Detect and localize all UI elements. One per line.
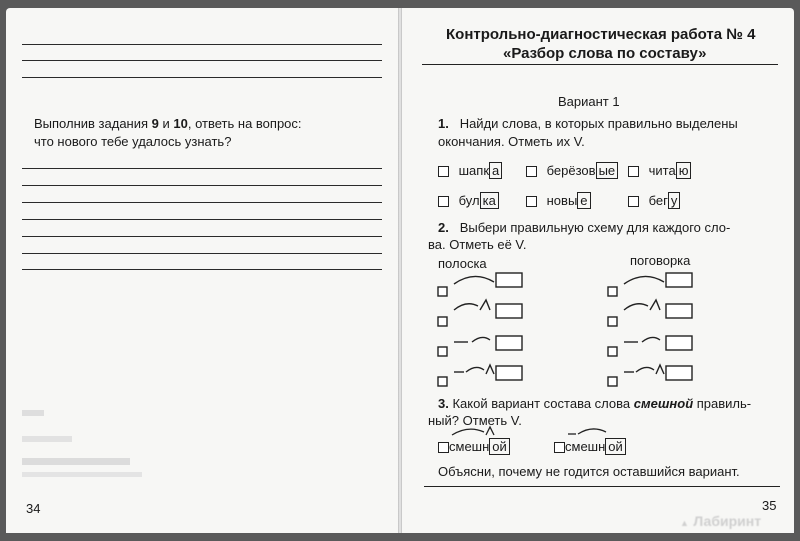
ending-box [666, 366, 692, 380]
worksheet-title: Контрольно-диагностическая работа № 4 [446, 26, 756, 43]
task1-text: Найди слова, в которых правильно выделены [459, 116, 738, 131]
question-prefix: Выполнив задания [34, 116, 149, 131]
left-page [6, 8, 398, 533]
root-arc [624, 276, 664, 284]
left-question-line1 [34, 116, 302, 131]
checkbox[interactable] [438, 166, 449, 177]
scheme-checkbox[interactable] [438, 287, 447, 296]
task3-target-word: смешной [633, 396, 694, 411]
ruled-line [22, 269, 382, 270]
scheme-checkbox[interactable] [438, 377, 447, 386]
page-number-left: 34 [26, 501, 41, 516]
word-option [438, 192, 499, 209]
task3-explain: Объясни, почему не годится оставшийся вариант. [438, 464, 740, 479]
ending-box: ой [489, 438, 510, 455]
task2-text: Выбери правильную схему для каждого сло- [459, 220, 731, 235]
answer-line [424, 486, 780, 487]
ending-box [666, 336, 692, 350]
suffix-mark [486, 365, 494, 374]
word-stem: бег [648, 193, 668, 208]
checkbox[interactable] [628, 196, 639, 207]
word-stem: новы [546, 193, 578, 208]
ending-box: ой [605, 438, 626, 455]
ending-box: е [577, 192, 590, 209]
word-option [628, 192, 680, 209]
question-task-10: 10 [173, 116, 188, 131]
watermark-text: Лабиринт [693, 513, 762, 529]
ruled-line [22, 185, 382, 186]
root-arc [454, 276, 494, 284]
ending-box: а [489, 162, 502, 179]
scheme-checkbox[interactable] [608, 377, 617, 386]
ruled-line [22, 202, 382, 203]
ending-box [496, 304, 522, 318]
task3-number: 3. [438, 396, 449, 411]
word-prefix: с [565, 439, 572, 454]
ruled-line [22, 77, 382, 78]
variant-label: Вариант 1 [558, 94, 620, 109]
word-stem: мешн [571, 439, 606, 454]
task2-word-left: полоска [438, 256, 487, 271]
word-stem: шапк [458, 163, 490, 178]
ruled-line [22, 60, 382, 61]
ending-box [496, 336, 522, 350]
task3-morpheme-marks [450, 422, 650, 438]
ruled-line [22, 219, 382, 220]
suffix-mark [650, 300, 660, 310]
word-stem: смешн [449, 439, 490, 454]
scheme-checkbox[interactable] [608, 317, 617, 326]
ruled-line [22, 253, 382, 254]
checkbox[interactable] [526, 166, 537, 177]
checkbox[interactable] [526, 196, 537, 207]
morpheme-schemes [432, 268, 792, 396]
ending-box [666, 273, 692, 287]
word-option [526, 192, 591, 209]
task3-text-suffix: правиль- [696, 396, 752, 411]
ruled-line [22, 168, 382, 169]
checkbox[interactable] [438, 442, 449, 453]
ending-box: ю [676, 162, 692, 179]
word-stem: бул [458, 193, 480, 208]
root-arc [454, 304, 478, 310]
task2-text-line2: ва. Отметь её V. [428, 237, 527, 252]
scheme-checkbox[interactable] [608, 287, 617, 296]
checkbox[interactable] [438, 196, 449, 207]
checkbox[interactable] [628, 166, 639, 177]
ruled-line [22, 44, 382, 45]
ending-box [496, 273, 522, 287]
ending-box: у [668, 192, 681, 209]
suffix-mark [656, 365, 664, 374]
title-underline [422, 64, 778, 65]
task1-number: 1. [438, 116, 449, 131]
word-option [438, 162, 502, 179]
suffix-mark [480, 300, 490, 310]
question-and: и [162, 116, 170, 131]
task3-text-line2: ный? Отметь V. [428, 413, 522, 428]
root-arc [472, 337, 490, 342]
task2-line1 [438, 220, 730, 235]
root-arc [466, 367, 484, 372]
page-number-right: 35 [762, 498, 777, 513]
root-arc [624, 304, 648, 310]
root-arc [452, 429, 484, 435]
task1-line1 [438, 116, 738, 131]
watermark-icon: ▲ [680, 518, 689, 528]
word-stem: чита [648, 163, 676, 178]
ruled-line [22, 236, 382, 237]
ending-box: ка [480, 192, 499, 209]
word-option [628, 162, 691, 179]
task3-text: Какой вариант состава слова [452, 396, 631, 411]
root-arc [642, 337, 660, 342]
checkbox[interactable] [554, 442, 565, 453]
question-suffix: , ответь на вопрос: [187, 116, 302, 131]
task3-option-2 [554, 438, 626, 455]
word-option [526, 162, 618, 179]
task3-line1 [438, 396, 751, 411]
ending-box: ые [596, 162, 619, 179]
scheme-checkbox[interactable] [608, 347, 617, 356]
right-page [402, 8, 794, 533]
word-stem: берёзов [546, 163, 596, 178]
scheme-checkbox[interactable] [438, 347, 447, 356]
worksheet-subtitle: «Разбор слова по составу» [503, 45, 707, 62]
left-question-line2: что нового тебе удалось узнать? [34, 134, 232, 149]
scheme-checkbox[interactable] [438, 317, 447, 326]
ending-box [666, 304, 692, 318]
task1-text-line2: окончания. Отметь их V. [438, 134, 585, 149]
bleed-through [22, 406, 152, 486]
labirint-watermark [680, 513, 761, 531]
suffix-mark [486, 427, 494, 435]
task2-number: 2. [438, 220, 449, 235]
root-arc [578, 429, 606, 434]
task2-word-right: поговорка [630, 253, 691, 268]
question-task-9: 9 [151, 116, 159, 131]
ending-box [496, 366, 522, 380]
task3-option-1 [438, 438, 510, 455]
root-arc [636, 367, 654, 372]
